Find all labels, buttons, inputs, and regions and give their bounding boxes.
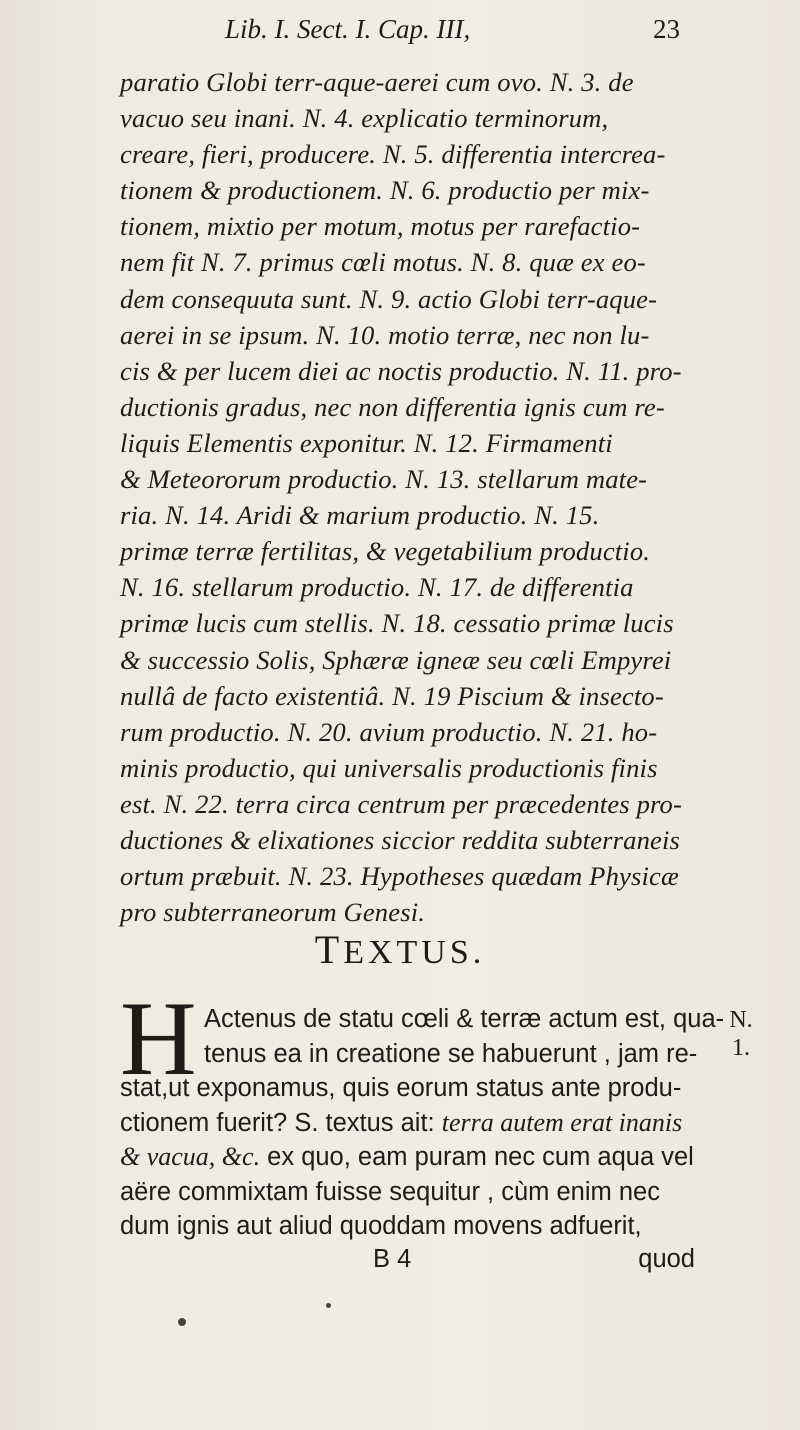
body-line: tenus ea in creatione se habuerunt , jam re-	[204, 1039, 698, 1068]
body-line: dum ignis aut aliud quoddam movens adfuerit,	[120, 1212, 642, 1240]
signature-mark: B 4	[373, 1245, 412, 1273]
summary-line: nullâ de facto existentiâ. N. 19 Piscium & insecto-	[120, 680, 664, 711]
margin-note-number: 1.	[732, 1035, 750, 1061]
ink-speck	[178, 1318, 186, 1326]
summary-line: cis & per lucem diei ac noctis productio. N. 11. pro-	[120, 355, 682, 386]
summary-line: vacuo seu inani. N. 4. explicatio terminorum,	[120, 103, 609, 134]
summary-line: tionem & productionem. N. 6. productio per mix-	[120, 175, 650, 206]
margin-note	[721, 1006, 761, 1062]
summary-line: tionem, mixtio per motum, motus per rarefactio-	[120, 211, 641, 242]
summary-line: & Meteororum productio. N. 13. stellarum mate-	[120, 464, 648, 495]
ink-speck	[326, 1303, 331, 1308]
body-line	[120, 1106, 695, 1141]
summary-line: creare, fieri, producere. N. 5. differentia intercrea-	[120, 139, 666, 170]
summary-line: ductiones & elixationes siccior reddita subterraneis	[120, 824, 681, 855]
page-header	[225, 14, 680, 54]
summary-line: aerei in se ipsum. N. 10. motio terræ, nec non lu-	[120, 319, 650, 350]
summary-line: minis productio, qui universalis productionis finis	[120, 752, 658, 783]
summary-line: pro subterraneorum Genesi.	[120, 897, 426, 928]
catchword: quod	[638, 1245, 695, 1273]
summary-line: & successio Solis, Sphæræ igneæ seu cœli Empyrei	[120, 644, 672, 675]
body-text-run: ex quo, eam puram nec cum aqua vel	[267, 1143, 694, 1171]
summary-line: ortum præbuit. N. 23. Hypotheses quædam Physicæ	[120, 861, 679, 892]
summary-line: ria. N. 14. Aridi & marium productio. N. 15.	[120, 500, 600, 531]
summary-line: paratio Globi terr-aque-aerei cum ovo. N. 3. de	[120, 67, 634, 97]
margin-note-label: N.	[729, 1007, 753, 1033]
summary-line: nem fit N. 7. primus cœli motus. N. 8. quæ ex eo-	[120, 247, 646, 278]
running-head: Lib. I. Sect. I. Cap. III,	[225, 14, 471, 44]
chapter-summary	[120, 64, 690, 930]
summary-line: N. 16. stellarum productio. N. 17. de differentia	[120, 572, 634, 603]
catchline	[120, 1245, 695, 1281]
body-text	[120, 1002, 725, 1244]
heading-rest: EXTUS.	[343, 934, 486, 971]
body-text-run: ctionem fuerit? S. textus ait:	[120, 1108, 435, 1137]
summary-line: dem consequuta sunt. N. 9. actio Globi terr-aque-	[120, 283, 658, 314]
drop-cap: H	[120, 980, 197, 1097]
body-line: Actenus de statu cœli & terræ actum est, qua-	[204, 1005, 725, 1033]
summary-line: primæ lucis cum stellis. N. 18. cessatio primæ lucis	[120, 608, 674, 639]
section-heading	[0, 926, 800, 973]
body-line: stat,ut exponamus, quis eorum status ante produ-	[120, 1074, 682, 1102]
heading-initial: T	[314, 927, 344, 972]
summary-line: ductionis gradus, nec non differentia ignis cum re-	[120, 391, 665, 422]
summary-line: est. N. 22. terra circa centrum per præcedentes pro-	[120, 788, 682, 819]
summary-line: rum productio. N. 20. avium productio. N. 21. ho-	[120, 716, 658, 747]
scripture-quote: terra autem erat inanis	[441, 1107, 683, 1137]
page-number: 23	[653, 14, 680, 44]
scripture-quote-end: & vacua, &c.	[120, 1142, 261, 1171]
summary-line: primæ terræ fertilitas, & vegetabilium productio.	[120, 536, 651, 567]
body-line: aëre commixtam fuisse sequitur , cùm enim nec	[120, 1177, 660, 1206]
body-line	[120, 1140, 695, 1175]
summary-line: liquis Elementis exponitur. N. 12. Firmamenti	[120, 427, 613, 458]
